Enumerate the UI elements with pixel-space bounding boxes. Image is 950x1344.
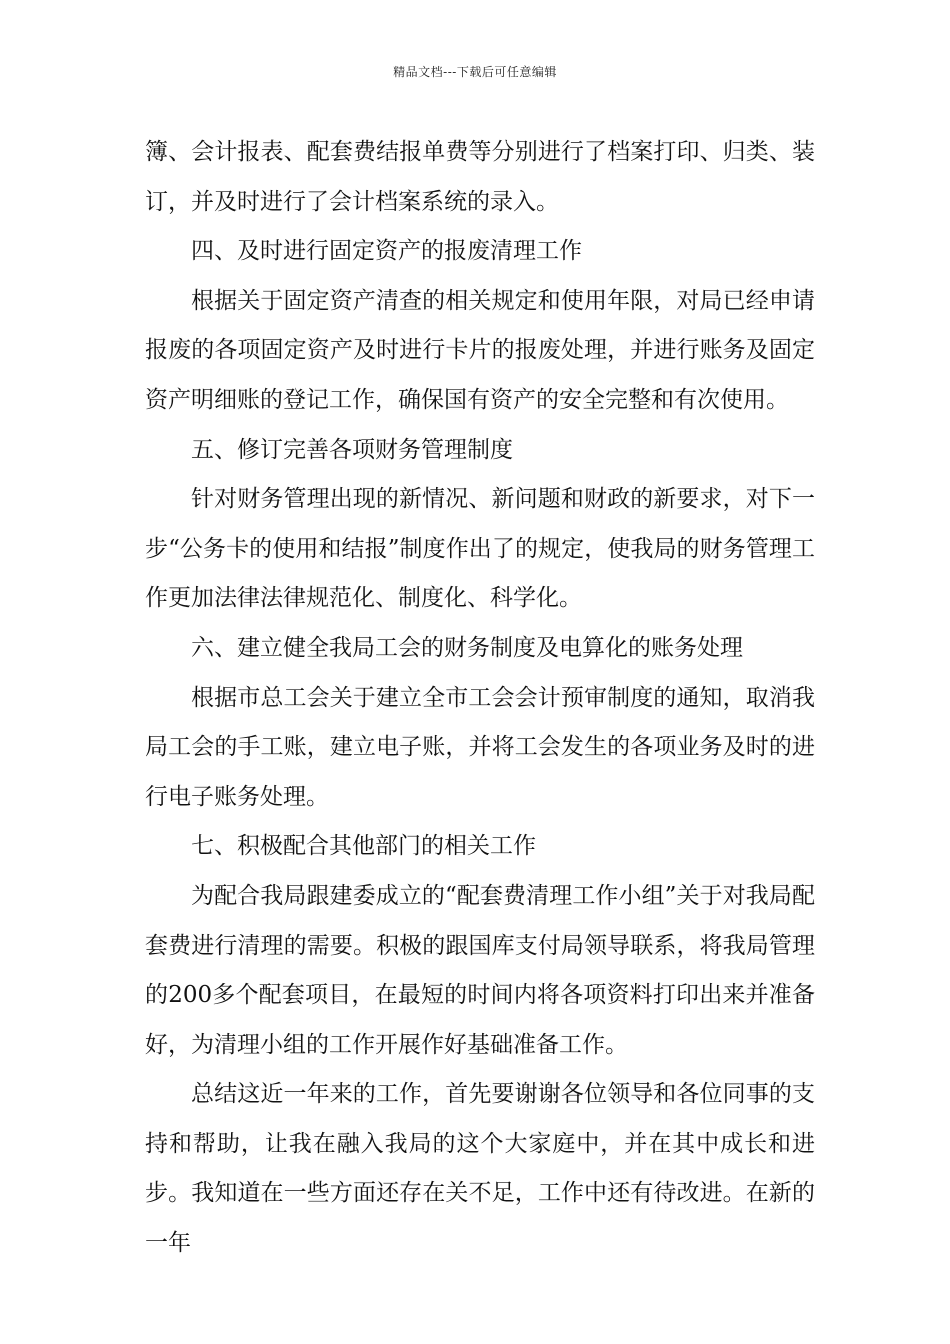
paragraph-continuation: 簿、会计报表、配套费结报单费等分别进行了档案打印、归类、装订，并及时进行了会计档案系统的录入。 <box>145 139 815 215</box>
section-heading-4: 四、及时进行固定资产的报废清理工作 <box>191 238 582 265</box>
paragraph: 为配合我局跟建委成立的“配套费清理工作小组”关于对我局配套费进行清理的需要。积极的跟国库支付局领导联系，将我局管理的200多个配套项目，在最短的时间内将各项资料打印出来并准备好，为清理小组的工作开展作好基础准备工作。 <box>145 882 815 1058</box>
section-heading-7: 七、积极配合其他部门的相关工作 <box>191 833 536 860</box>
section-heading-6: 六、建立健全我局工会的财务制度及电算化的账务处理 <box>191 634 743 661</box>
section-heading-5: 五、修订完善各项财务管理制度 <box>191 436 513 463</box>
paragraph-summary: 总结这近一年来的工作，首先要谢谢各位领导和各位同事的支持和帮助，让我在融入我局的这个大家庭中，并在其中成长和进步。我知道在一些方面还存在关不足，工作中还有待改进。在新的一年 <box>145 1081 815 1257</box>
document-body <box>145 128 815 1269</box>
paragraph: 根据关于固定资产清查的相关规定和使用年限，对局已经申请报废的各项固定资产及时进行卡片的报废处理，并进行账务及固定资产明细账的登记工作，确保国有资产的安全完整和有次使用。 <box>145 287 815 413</box>
page-header: 精品文档---下载后可任意编辑 <box>393 65 557 79</box>
paragraph: 根据市总工会关于建立全市工会会计预审制度的通知，取消我局工会的手工账，建立电子账，并将工会发生的各项业务及时的进行电子账务处理。 <box>145 684 815 810</box>
paragraph: 针对财务管理出现的新情况、新问题和财政的新要求，对下一步“公务卡的使用和结报”制度作出了的规定，使我局的财务管理工作更加法律法律规范化、制度化、科学化。 <box>145 486 815 612</box>
